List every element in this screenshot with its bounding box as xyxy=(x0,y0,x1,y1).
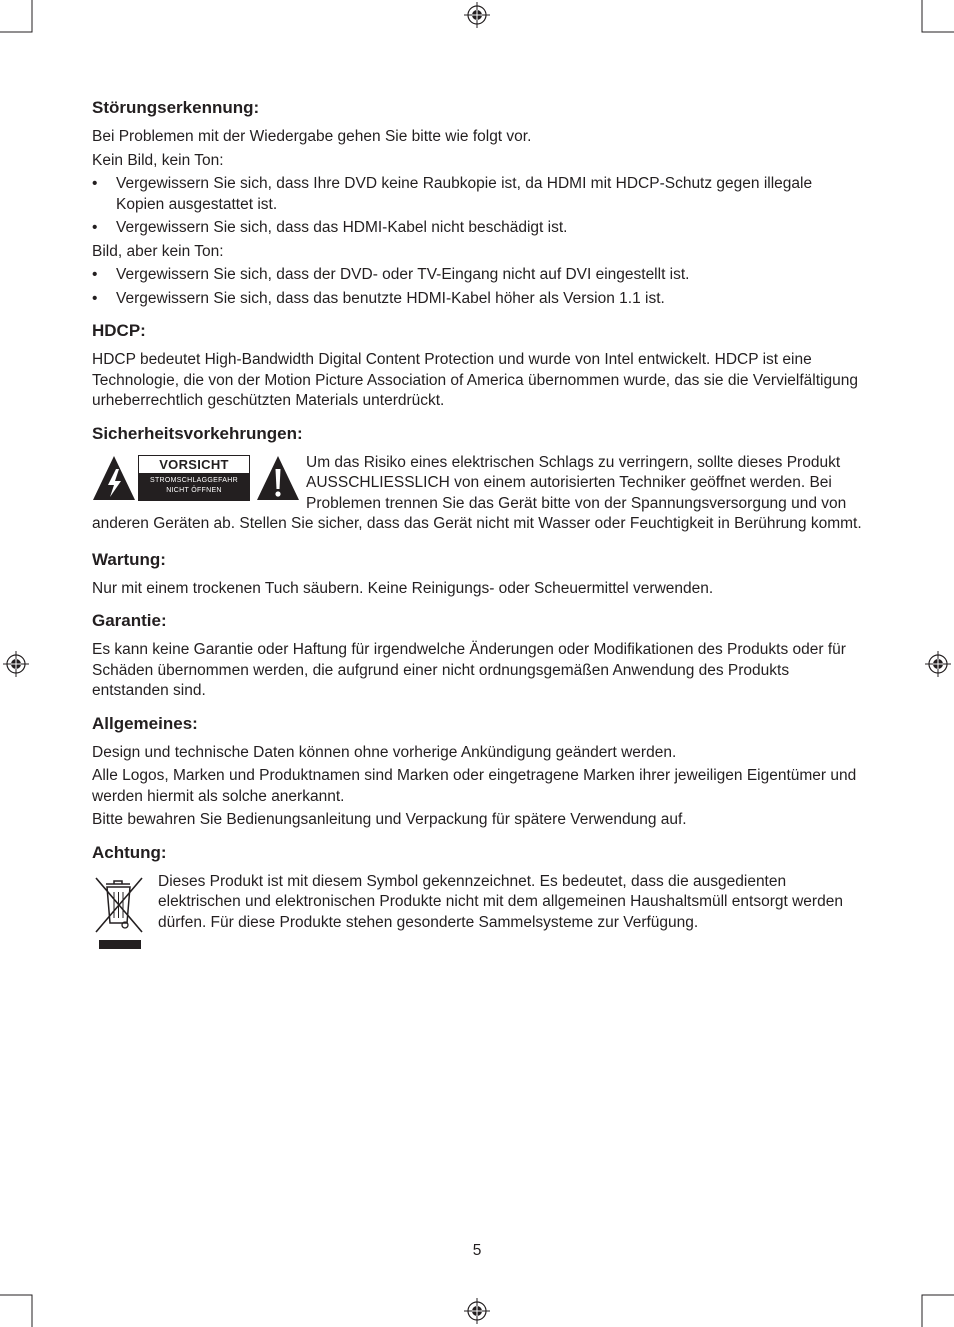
crop-mark-top-left xyxy=(0,0,40,40)
paragraph: Alle Logos, Marken und Produktnamen sind Marken oder eingetragene Marken ihrer jeweiligen Eigentümer und werden hiermit als solche anerkannt. xyxy=(92,767,857,805)
paragraph: Um das Risiko eines elektrischen Schlags zu verringern, sollte dieses Produkt AUSSCHLIESSLICH von einem autorisierten Techniker geöffnet werden. Bei Problemen trennen Sie das Gerät bitte von der Spannungsversorgung und von anderen Geräten ab. Stellen Sie sicher, dass das Gerät nicht mit Wasser oder Feuchtigkeit in Berührung kommt. xyxy=(92,453,862,532)
section-heading: Achtung: xyxy=(92,842,167,862)
exclamation-warning-icon xyxy=(256,455,300,501)
section-heading: Störungserkennung: xyxy=(92,98,260,117)
bullet-marker: • xyxy=(92,289,98,307)
bullet-marker: • xyxy=(92,266,98,283)
section-hdcp xyxy=(92,320,862,412)
list-item-text: Vergewissern Sie sich, dass das benutzte HDMI-Kabel höher als Version 1.1 ist. xyxy=(116,289,665,307)
section-heading: Garantie: xyxy=(92,611,167,630)
section-troubleshooting xyxy=(92,97,862,309)
list-item-text: Vergewissern Sie sich, dass das HDMI-Kabel nicht beschädigt ist. xyxy=(116,219,568,236)
registration-mark-icon xyxy=(3,651,29,677)
paragraph: HDCP bedeutet High-Bandwidth Digital Content Protection und wurde von Intel entwickelt. HDCP ist eine Technologie, die von der Motion Picture Association of America übernommen wurde, das sie die Vervielfältigung urheberrechtlich geschützten Materials unterdrückt. xyxy=(92,351,858,409)
list-item xyxy=(92,265,862,286)
intro-text: Bei Problemen mit der Wiedergabe gehen Sie bitte wie folgt vor. xyxy=(92,128,532,145)
section-heading: Allgemeines: xyxy=(92,713,198,733)
paragraph: Nur mit einem trockenen Tuch säubern. Keine Reinigungs- oder Scheuermittel verwenden. xyxy=(92,579,714,597)
caution-box xyxy=(138,455,250,501)
subheading-picture-no-sound: Bild, aber kein Ton: xyxy=(92,242,224,260)
paragraph: Es kann keine Garantie oder Haftung für irgendwelche Änderungen oder Modifikationen des Produkts oder für Schäden übernommen werden, die aufgrund einer nicht ordnungsgemäßen Anwendung des Produkts entstanden sind. xyxy=(92,641,846,699)
paragraph: Design und technische Daten können ohne vorherige Ankündigung geändert werden. xyxy=(92,743,677,761)
page-number: 5 xyxy=(472,1242,482,1259)
paragraph: Bitte bewahren Sie Bedienungsanleitung und Verpackung für spätere Verwendung auf. xyxy=(92,811,687,828)
section-maintenance xyxy=(92,549,862,600)
crossed-out-wheelie-bin-icon xyxy=(92,874,148,954)
section-general xyxy=(92,713,862,831)
section-safety xyxy=(92,423,862,538)
crop-mark-bottom-left xyxy=(0,1287,40,1327)
list-item-text: Vergewissern Sie sich, dass der DVD- oder TV-Eingang nicht auf DVI eingestellt ist. xyxy=(116,266,690,283)
caution-title: VORSICHT xyxy=(139,456,249,473)
section-heading: Wartung: xyxy=(92,549,166,569)
registration-mark-icon xyxy=(464,2,490,28)
page-content xyxy=(92,97,862,963)
registration-mark-icon xyxy=(464,1298,490,1324)
paragraph: Dieses Produkt ist mit diesem Symbol gekennzeichnet. Es bedeutet, dass die ausgedienten elektrischen und elektronischen Produkte nicht mit dem allgemeinen Haushaltsmüll entsorgt werden dürfen. Für diese Produkte stehen gesonderte Sammelsysteme zur Verfügung. xyxy=(158,872,843,931)
bullet-marker: • xyxy=(92,175,98,192)
section-heading: HDCP: xyxy=(92,321,146,340)
bullet-list xyxy=(92,265,862,309)
lightning-warning-icon xyxy=(92,455,136,501)
caution-subtitle xyxy=(139,473,249,500)
section-warranty xyxy=(92,610,862,702)
crop-mark-bottom-right xyxy=(914,1287,954,1327)
list-item xyxy=(92,289,862,310)
warning-label xyxy=(92,455,300,505)
list-item xyxy=(92,174,862,215)
section-heading: Sicherheitsvorkehrungen: xyxy=(92,423,303,443)
weee-notice xyxy=(92,872,862,952)
list-item-text: Vergewissern Sie sich, dass Ihre DVD keine Raubkopie ist, da HDMI mit HDCP-Schutz gegen illegale Kopien ausgestattet ist. xyxy=(116,175,813,213)
bullet-marker: • xyxy=(92,219,98,236)
section-attention xyxy=(92,842,862,952)
bullet-list xyxy=(92,174,862,239)
caution-line-2: NICHT ÖFFNEN xyxy=(166,486,222,494)
registration-mark-icon xyxy=(925,651,951,677)
list-item xyxy=(92,218,862,239)
crop-mark-top-right xyxy=(914,0,954,40)
subheading-no-picture-no-sound: Kein Bild, kein Ton: xyxy=(92,151,224,169)
caution-line-1: STROMSCHLAGGEFAHR xyxy=(150,476,238,484)
